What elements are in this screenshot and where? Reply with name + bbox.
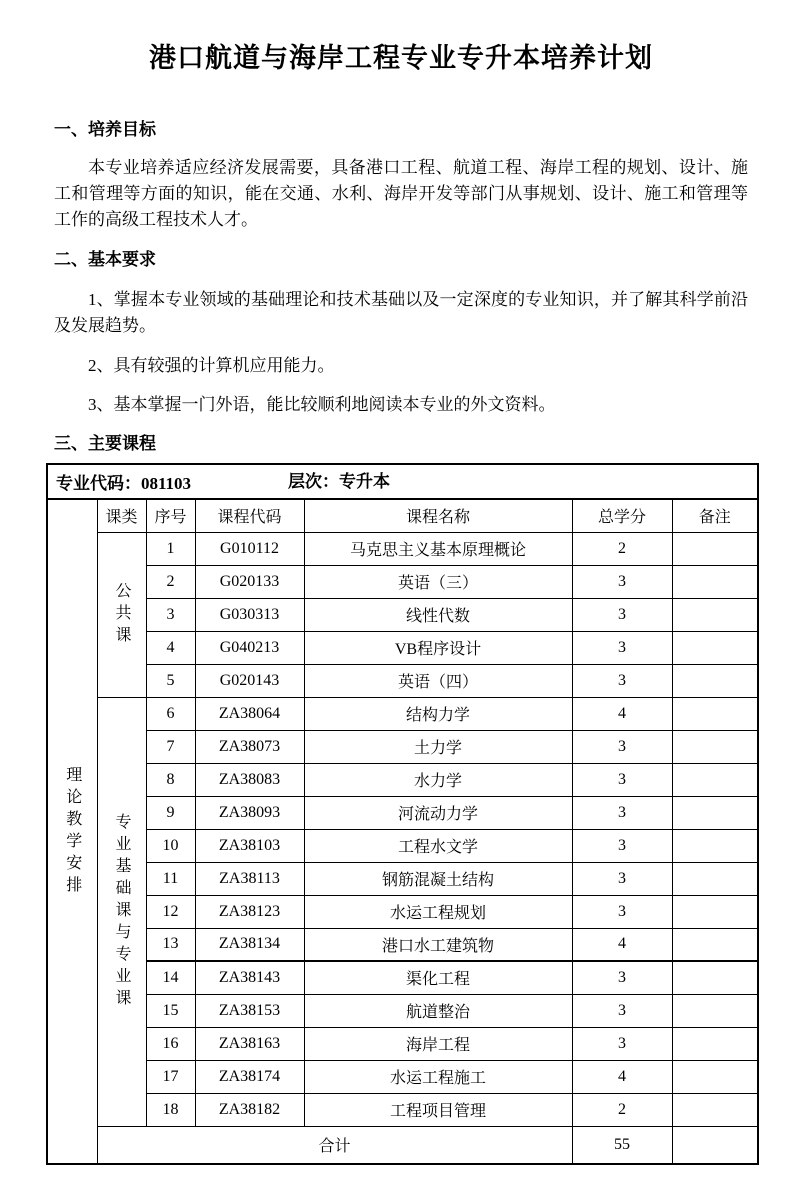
course-row-16	[47, 1027, 758, 1060]
course-name-cell: 工程水文学	[304, 829, 572, 862]
course-code-cell: ZA38103	[195, 829, 304, 862]
course-credits-cell: 3	[572, 829, 672, 862]
course-code-cell: ZA38153	[195, 994, 304, 1027]
course-remark-cell	[672, 598, 758, 631]
course-name-cell: 土力学	[304, 730, 572, 763]
course-no-cell: 2	[146, 565, 195, 598]
course-no-cell: 18	[146, 1093, 195, 1126]
course-name-cell: 港口水工建筑物	[304, 928, 572, 961]
course-remark-cell	[672, 1027, 758, 1060]
course-no-cell: 5	[146, 664, 195, 697]
course-code-cell: ZA38073	[195, 730, 304, 763]
course-row-10	[47, 829, 758, 862]
section-1-paragraph: 本专业培养适应经济发展需要，具备港口工程、航道工程、海岸工程的规划、设计、施工和管理等方面的知识，能在交通、水利、海岸开发等部门从事规划、设计、施工和管理等工作的高级工程技术人才。	[54, 158, 748, 229]
course-row-9	[47, 796, 758, 829]
course-remark-cell	[672, 994, 758, 1027]
document-title: 港口航道与海岸工程专业专升本培养计划	[149, 43, 653, 73]
course-no-cell: 12	[146, 895, 195, 928]
course-no-cell: 10	[146, 829, 195, 862]
course-row-4	[47, 631, 758, 664]
course-group-label-2: 专业基础课与专业课	[97, 697, 146, 1126]
course-credits-cell: 3	[572, 862, 672, 895]
course-row-12	[47, 895, 758, 928]
course-code-cell: ZA38134	[195, 928, 304, 961]
course-credits-cell: 2	[572, 532, 672, 565]
course-credits-cell: 3	[572, 763, 672, 796]
course-credits-cell: 3	[572, 796, 672, 829]
course-row-17	[47, 1060, 758, 1093]
course-credits-cell: 3	[572, 598, 672, 631]
level-group	[288, 465, 390, 498]
course-no-cell: 3	[146, 598, 195, 631]
course-credits-cell: 2	[572, 1093, 672, 1126]
course-code-cell: ZA38093	[195, 796, 304, 829]
course-code-cell: ZA38163	[195, 1027, 304, 1060]
course-row-8	[47, 763, 758, 796]
course-group-label-1: 公共课	[97, 532, 146, 697]
course-name-cell: 钢筋混凝土结构	[304, 862, 572, 895]
requirement-item-3: 3、基本掌握一门外语，能比较顺利地阅读本专业的外文资料。	[88, 395, 556, 414]
course-table	[46, 463, 759, 1165]
course-name-cell: 河流动力学	[304, 796, 572, 829]
course-row-3	[47, 598, 758, 631]
requirement-item-2: 2、具有较强的计算机应用能力。	[88, 356, 335, 375]
course-remark-cell	[672, 928, 758, 961]
course-remark-cell	[672, 961, 758, 994]
course-name-cell: 结构力学	[304, 697, 572, 730]
major-code-label: 专业代码：	[56, 474, 141, 493]
course-no-cell: 8	[146, 763, 195, 796]
course-row-7	[47, 730, 758, 763]
course-remark-cell	[672, 796, 758, 829]
level-value: 专升本	[339, 472, 390, 491]
course-credits-cell: 3	[572, 730, 672, 763]
table-meta-cell	[47, 464, 758, 499]
course-remark-cell	[672, 829, 758, 862]
course-name-cell: 线性代数	[304, 598, 572, 631]
course-credits-cell: 3	[572, 1027, 672, 1060]
course-code-cell: ZA38064	[195, 697, 304, 730]
course-name-cell: 水运工程施工	[304, 1060, 572, 1093]
course-no-cell: 16	[146, 1027, 195, 1060]
course-credits-cell: 4	[572, 928, 672, 961]
section-3-heading: 三、主要课程	[54, 434, 156, 453]
course-credits-cell: 3	[572, 565, 672, 598]
total-remark-cell	[672, 1126, 758, 1164]
course-code-cell: ZA38083	[195, 763, 304, 796]
course-no-cell: 4	[146, 631, 195, 664]
course-remark-cell	[672, 697, 758, 730]
course-remark-cell	[672, 631, 758, 664]
course-credits-cell: 3	[572, 994, 672, 1027]
course-row-14	[47, 961, 758, 994]
course-no-cell: 1	[146, 532, 195, 565]
course-row-13	[47, 928, 758, 961]
course-code-cell: G020133	[195, 565, 304, 598]
table-header-row	[47, 499, 758, 532]
course-remark-cell	[672, 565, 758, 598]
course-row-6	[47, 697, 758, 730]
course-no-cell: 15	[146, 994, 195, 1027]
course-row-11	[47, 862, 758, 895]
header-remark: 备注	[672, 499, 758, 532]
course-row-1	[47, 532, 758, 565]
table-total-row	[47, 1126, 758, 1164]
course-name-cell: 水力学	[304, 763, 572, 796]
course-no-cell: 17	[146, 1060, 195, 1093]
header-category: 课类	[97, 499, 146, 532]
course-name-cell: 航道整治	[304, 994, 572, 1027]
course-code-cell: G040213	[195, 631, 304, 664]
course-credits-cell: 3	[572, 664, 672, 697]
course-name-cell: 工程项目管理	[304, 1093, 572, 1126]
course-credits-cell: 3	[572, 961, 672, 994]
course-code-cell: G030313	[195, 598, 304, 631]
course-remark-cell	[672, 664, 758, 697]
course-code-cell: ZA38113	[195, 862, 304, 895]
header-no: 序号	[146, 499, 195, 532]
course-code-cell: G010112	[195, 532, 304, 565]
theory-arrangement-label: 理论教学安排	[47, 499, 97, 1164]
course-remark-cell	[672, 862, 758, 895]
header-code: 课程代码	[195, 499, 304, 532]
course-credits-cell: 4	[572, 697, 672, 730]
course-row-2	[47, 565, 758, 598]
course-remark-cell	[672, 895, 758, 928]
course-no-cell: 7	[146, 730, 195, 763]
course-name-cell: 水运工程规划	[304, 895, 572, 928]
course-code-cell: ZA38143	[195, 961, 304, 994]
course-credits-cell: 4	[572, 1060, 672, 1093]
course-no-cell: 14	[146, 961, 195, 994]
header-credits: 总学分	[572, 499, 672, 532]
course-code-cell: ZA38174	[195, 1060, 304, 1093]
course-name-cell: 渠化工程	[304, 961, 572, 994]
course-remark-cell	[672, 1093, 758, 1126]
table-meta-row	[47, 464, 758, 499]
course-name-cell: 海岸工程	[304, 1027, 572, 1060]
course-no-cell: 11	[146, 862, 195, 895]
course-name-cell: 英语（三）	[304, 565, 572, 598]
course-code-cell: ZA38182	[195, 1093, 304, 1126]
course-remark-cell	[672, 763, 758, 796]
course-remark-cell	[672, 1060, 758, 1093]
course-no-cell: 9	[146, 796, 195, 829]
total-credits-cell: 55	[572, 1126, 672, 1164]
course-credits-cell: 3	[572, 631, 672, 664]
course-remark-cell	[672, 532, 758, 565]
course-no-cell: 13	[146, 928, 195, 961]
section-2-heading: 二、基本要求	[54, 250, 156, 269]
course-name-cell: 英语（四）	[304, 664, 572, 697]
course-row-15	[47, 994, 758, 1027]
section-1-heading: 一、培养目标	[54, 120, 156, 139]
course-no-cell: 6	[146, 697, 195, 730]
course-remark-cell	[672, 730, 758, 763]
total-label-cell: 合计	[97, 1126, 572, 1164]
course-code-cell: ZA38123	[195, 895, 304, 928]
course-name-cell: 马克思主义基本原理概论	[304, 532, 572, 565]
level-label: 层次：	[288, 472, 339, 491]
course-code-cell: G020143	[195, 664, 304, 697]
requirement-item-1: 1、掌握本专业领域的基础理论和技术基础以及一定深度的专业知识，并了解其科学前沿及发展趋势。	[54, 290, 748, 335]
course-credits-cell: 3	[572, 895, 672, 928]
major-code-value: 081103	[141, 474, 192, 493]
course-row-18	[47, 1093, 758, 1126]
course-name-cell: VB程序设计	[304, 631, 572, 664]
header-name: 课程名称	[304, 499, 572, 532]
course-row-5	[47, 664, 758, 697]
